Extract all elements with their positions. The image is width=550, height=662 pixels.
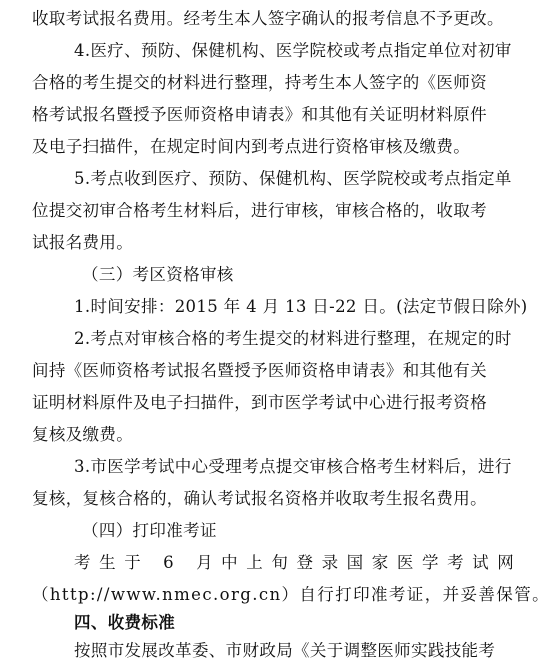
paragraph-line-15: 复核，复核合格的，确认考试报名资格并收取考生报名费用。: [32, 489, 487, 508]
paragraph-line-18: 按照市发展改革委、市财政局《关于调整医师实践技能考: [74, 641, 496, 660]
paragraph-line-3: 合格的考生提交的材料进行整理，持考生本人签字的《医师资: [32, 73, 487, 92]
paragraph-line-11: 间持《医师资格考试报名暨授予医师资格申请表》和其他有关: [32, 361, 487, 380]
paragraph-line-4: 格考试报名暨授予医师资格申请表》和其他有关证明材料原件: [32, 105, 487, 124]
paragraph-line-14: 3.市医学考试中心受理考点提交审核合格考生材料后，进行: [74, 457, 512, 476]
paragraph-line-2: 4.医疗、预防、保健机构、医学院校或考点指定单位对初审: [74, 41, 512, 60]
paragraph-line-9: 1.时间安排：2015 年 4 月 13 日-22 日。(法定节假日除外): [74, 297, 528, 316]
paragraph-line-16: 考生于 6 月中上旬登录国家医学考试网: [74, 553, 523, 572]
paragraph-line-8: 试报名费用。: [32, 233, 134, 252]
paragraph-line-7: 位提交初审合格考生材料后，进行审核，审核合格的，收取考: [32, 201, 487, 220]
paragraph-line-17: （http://www.nmec.org.cn）自行打印准考证，并妥善保管。: [32, 585, 550, 604]
section-heading-3: （三）考区资格审核: [82, 265, 234, 284]
paragraph-line-10: 2.考点对审核合格的考生提交的材料进行整理，在规定的时: [74, 329, 512, 348]
paragraph-line-13: 复核及缴费。: [32, 425, 134, 444]
paragraph-line-12: 证明材料原件及电子扫描件，到市医学考试中心进行报考资格: [32, 393, 487, 412]
section-heading-4: （四）打印准考证: [82, 521, 217, 540]
section-heading-fees: 四、收费标准: [74, 613, 176, 632]
paragraph-line-1: 收取考试报名费用。经考生本人签字确认的报考信息不予更改。: [32, 9, 504, 28]
paragraph-line-6: 5.考点收到医疗、预防、保健机构、医学院校或考点指定单: [74, 169, 512, 188]
paragraph-line-5: 及电子扫描件，在规定时间内到考点进行资格审核及缴费。: [32, 137, 471, 156]
